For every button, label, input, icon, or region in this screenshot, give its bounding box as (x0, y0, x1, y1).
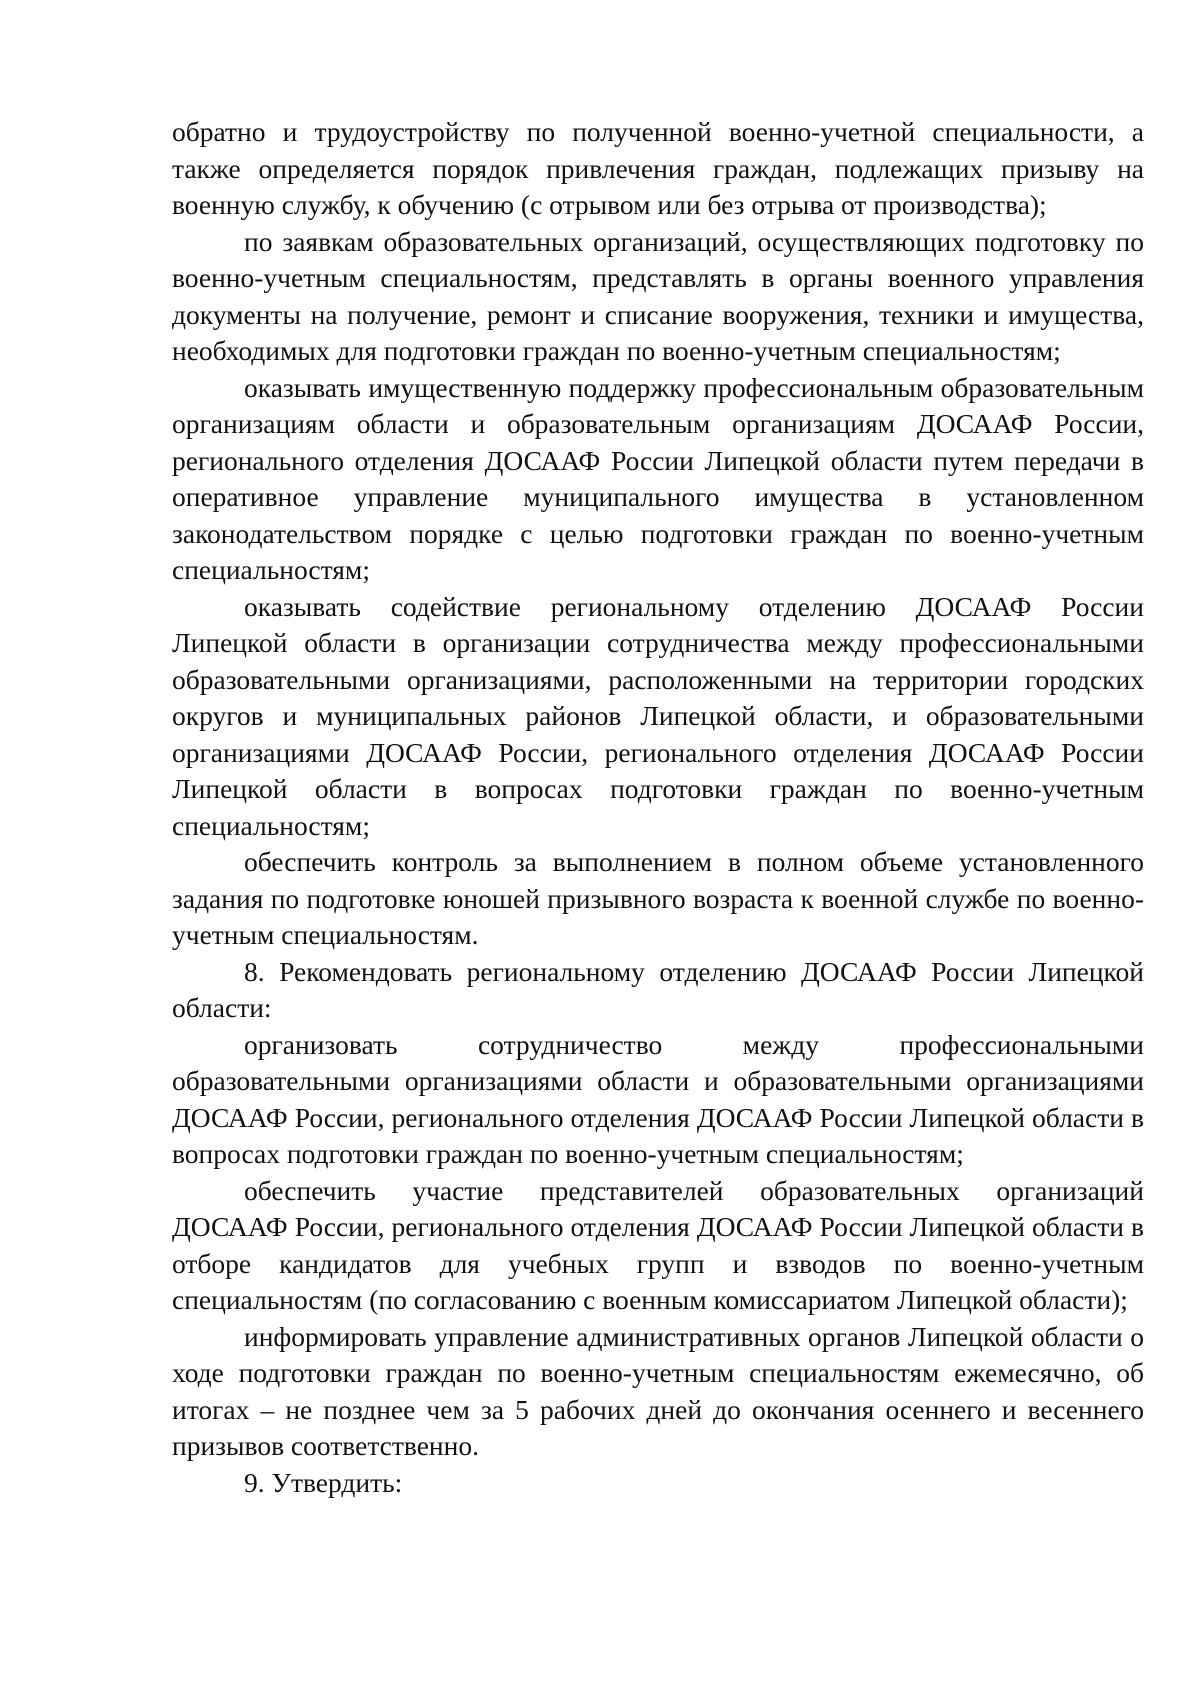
paragraph-organize-cooperation: организовать сотрудничество между профессиональными образовательными организациями области и образовательными организациями ДОСААФ России, регионального отделения ДОСААФ России Липецкой области в вопросах подготовки граждан по военно-учетным специальностям; (172, 1028, 1144, 1169)
paragraph-item-8: 8. Рекомендовать региональному отделению ДОСААФ России Липецкой области: (172, 955, 1144, 1023)
paragraph-inform-management: информировать управление административных органов Липецкой области о ходе подготовки граждан по военно-учетным специальностям ежемесячно, об итогах – не позднее чем за 5 рабочих дней до окончания осеннего и весеннего призывов соответственно. (172, 1320, 1144, 1461)
paragraph-equipment-requests: по заявкам образовательных организаций, осуществляющих подготовку по военно-учетным специальностям, представлять в органы военного управления документы на получение, ремонт и списание вооружения, техники и имущества, необходимых для подготовки граждан по военно-учетным специальностям; (172, 225, 1144, 366)
paragraph-continuation: обратно и трудоустройству по полученной военно-учетной специальности, а также определяется порядок привлечения граждан, подлежащих призыву на военную службу, к обучению (с отрывом или без отрыва от производства); (172, 116, 1144, 220)
document-body (172, 114, 1144, 1501)
paragraph-property-support: оказывать имущественную поддержку профессиональным образовательным организациям области и образовательным организациям ДОСААФ России, регионального отделения ДОСААФ России Липецкой области путем передачи в оперативное управление муниципального имущества в установленном законодательством порядке с целью подготовки граждан по военно-учетным специальностям; (172, 371, 1144, 585)
paragraph-candidate-selection: обеспечить участие представителей образовательных организаций ДОСААФ России, регионального отделения ДОСААФ России Липецкой области в отборе кандидатов для учебных групп и взводов по военно-учетным специальностям (по согласованию с военным комиссариатом Липецкой области); (172, 1174, 1144, 1315)
paragraph-cooperation-assistance: оказывать содействие региональному отделению ДОСААФ России Липецкой области в организации сотрудничества между профессиональными образовательными организациями, расположенными на территории городских округов и муниципальных районов Липецкой области, и образовательными организациями ДОСААФ России, регионального отделения ДОСААФ России Липецкой области в вопросах подготовки граждан по военно-учетным специальностям; (172, 590, 1144, 841)
paragraph-control: обеспечить контроль за выполнением в полном объеме установленного задания по подготовке юношей призывного возраста к военной службе по военно-учетным специальностям. (172, 846, 1144, 950)
paragraph-item-9: 9. Утвердить: (244, 1466, 403, 1498)
